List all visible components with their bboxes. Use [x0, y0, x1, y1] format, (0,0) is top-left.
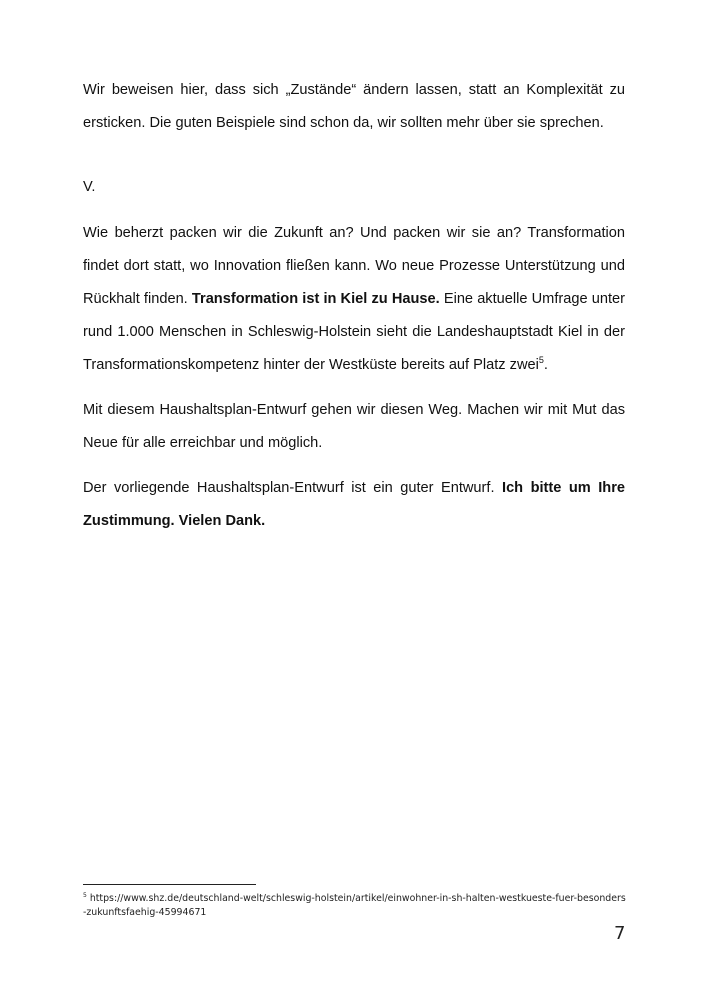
paragraph-4	[83, 472, 625, 538]
paragraph-2-text-a: Wie beherzt packen wir die Zukunft an? Und packen wir sie an? Transformation findet dort statt, wo Innovation fließen kann. Wo neue Prozesse Unterstützung und Rückhalt finden.	[83, 225, 625, 307]
paragraph-4-text: Der vorliegende Haushaltsplan-Entwurf ist ein guter Entwurf.	[83, 480, 495, 496]
paragraph-2-end: .	[543, 357, 548, 373]
footnote	[83, 892, 628, 920]
paragraph-2-bold: Transformation ist in Kiel zu Hause.	[191, 291, 440, 307]
footnote-separator	[83, 884, 256, 885]
paragraph-4-bold: Ich bitte um Ihre Zustimmung. Vielen Dank.	[83, 480, 625, 529]
footnote-reference: 5	[538, 355, 544, 365]
paragraph-line-2	[83, 107, 625, 140]
paragraph-2-text-b: Eine aktuelle Umfrage unter rund 1.000 Menschen in Schleswig-Holstein sieht die Landeshauptstadt Kiel in der Transformationskompetenz hinter der Westküste bereits auf Platz zwei	[83, 291, 626, 373]
paragraph-3	[83, 394, 625, 460]
paragraph-3-text: Mit diesem Haushaltsplan-Entwurf gehen wir diesen Weg. Machen wir mit Mut das Neue für alle erreichbar und möglich.	[83, 402, 625, 451]
paragraph-1-line-1: Wir beweisen hier, dass sich „Zustände“ ändern lassen, statt an Komplexität zu	[83, 82, 625, 98]
section-heading: V.	[83, 179, 96, 195]
paragraph-2	[83, 217, 625, 382]
footnote-url: https://www.shz.de/deutschland-welt/schleswig-holstein/artikel/einwohner-in-sh-halten-westkueste-fuer-besonders-zukunftsfaehig-45994671	[83, 893, 626, 918]
paragraph-1-line-2: ersticken. Die guten Beispiele sind schon da, wir sollten mehr über sie sprechen.	[83, 115, 604, 131]
footnote-marker: 5	[83, 892, 87, 899]
page-number: 7	[614, 923, 626, 944]
paragraph-line-1	[83, 74, 625, 107]
